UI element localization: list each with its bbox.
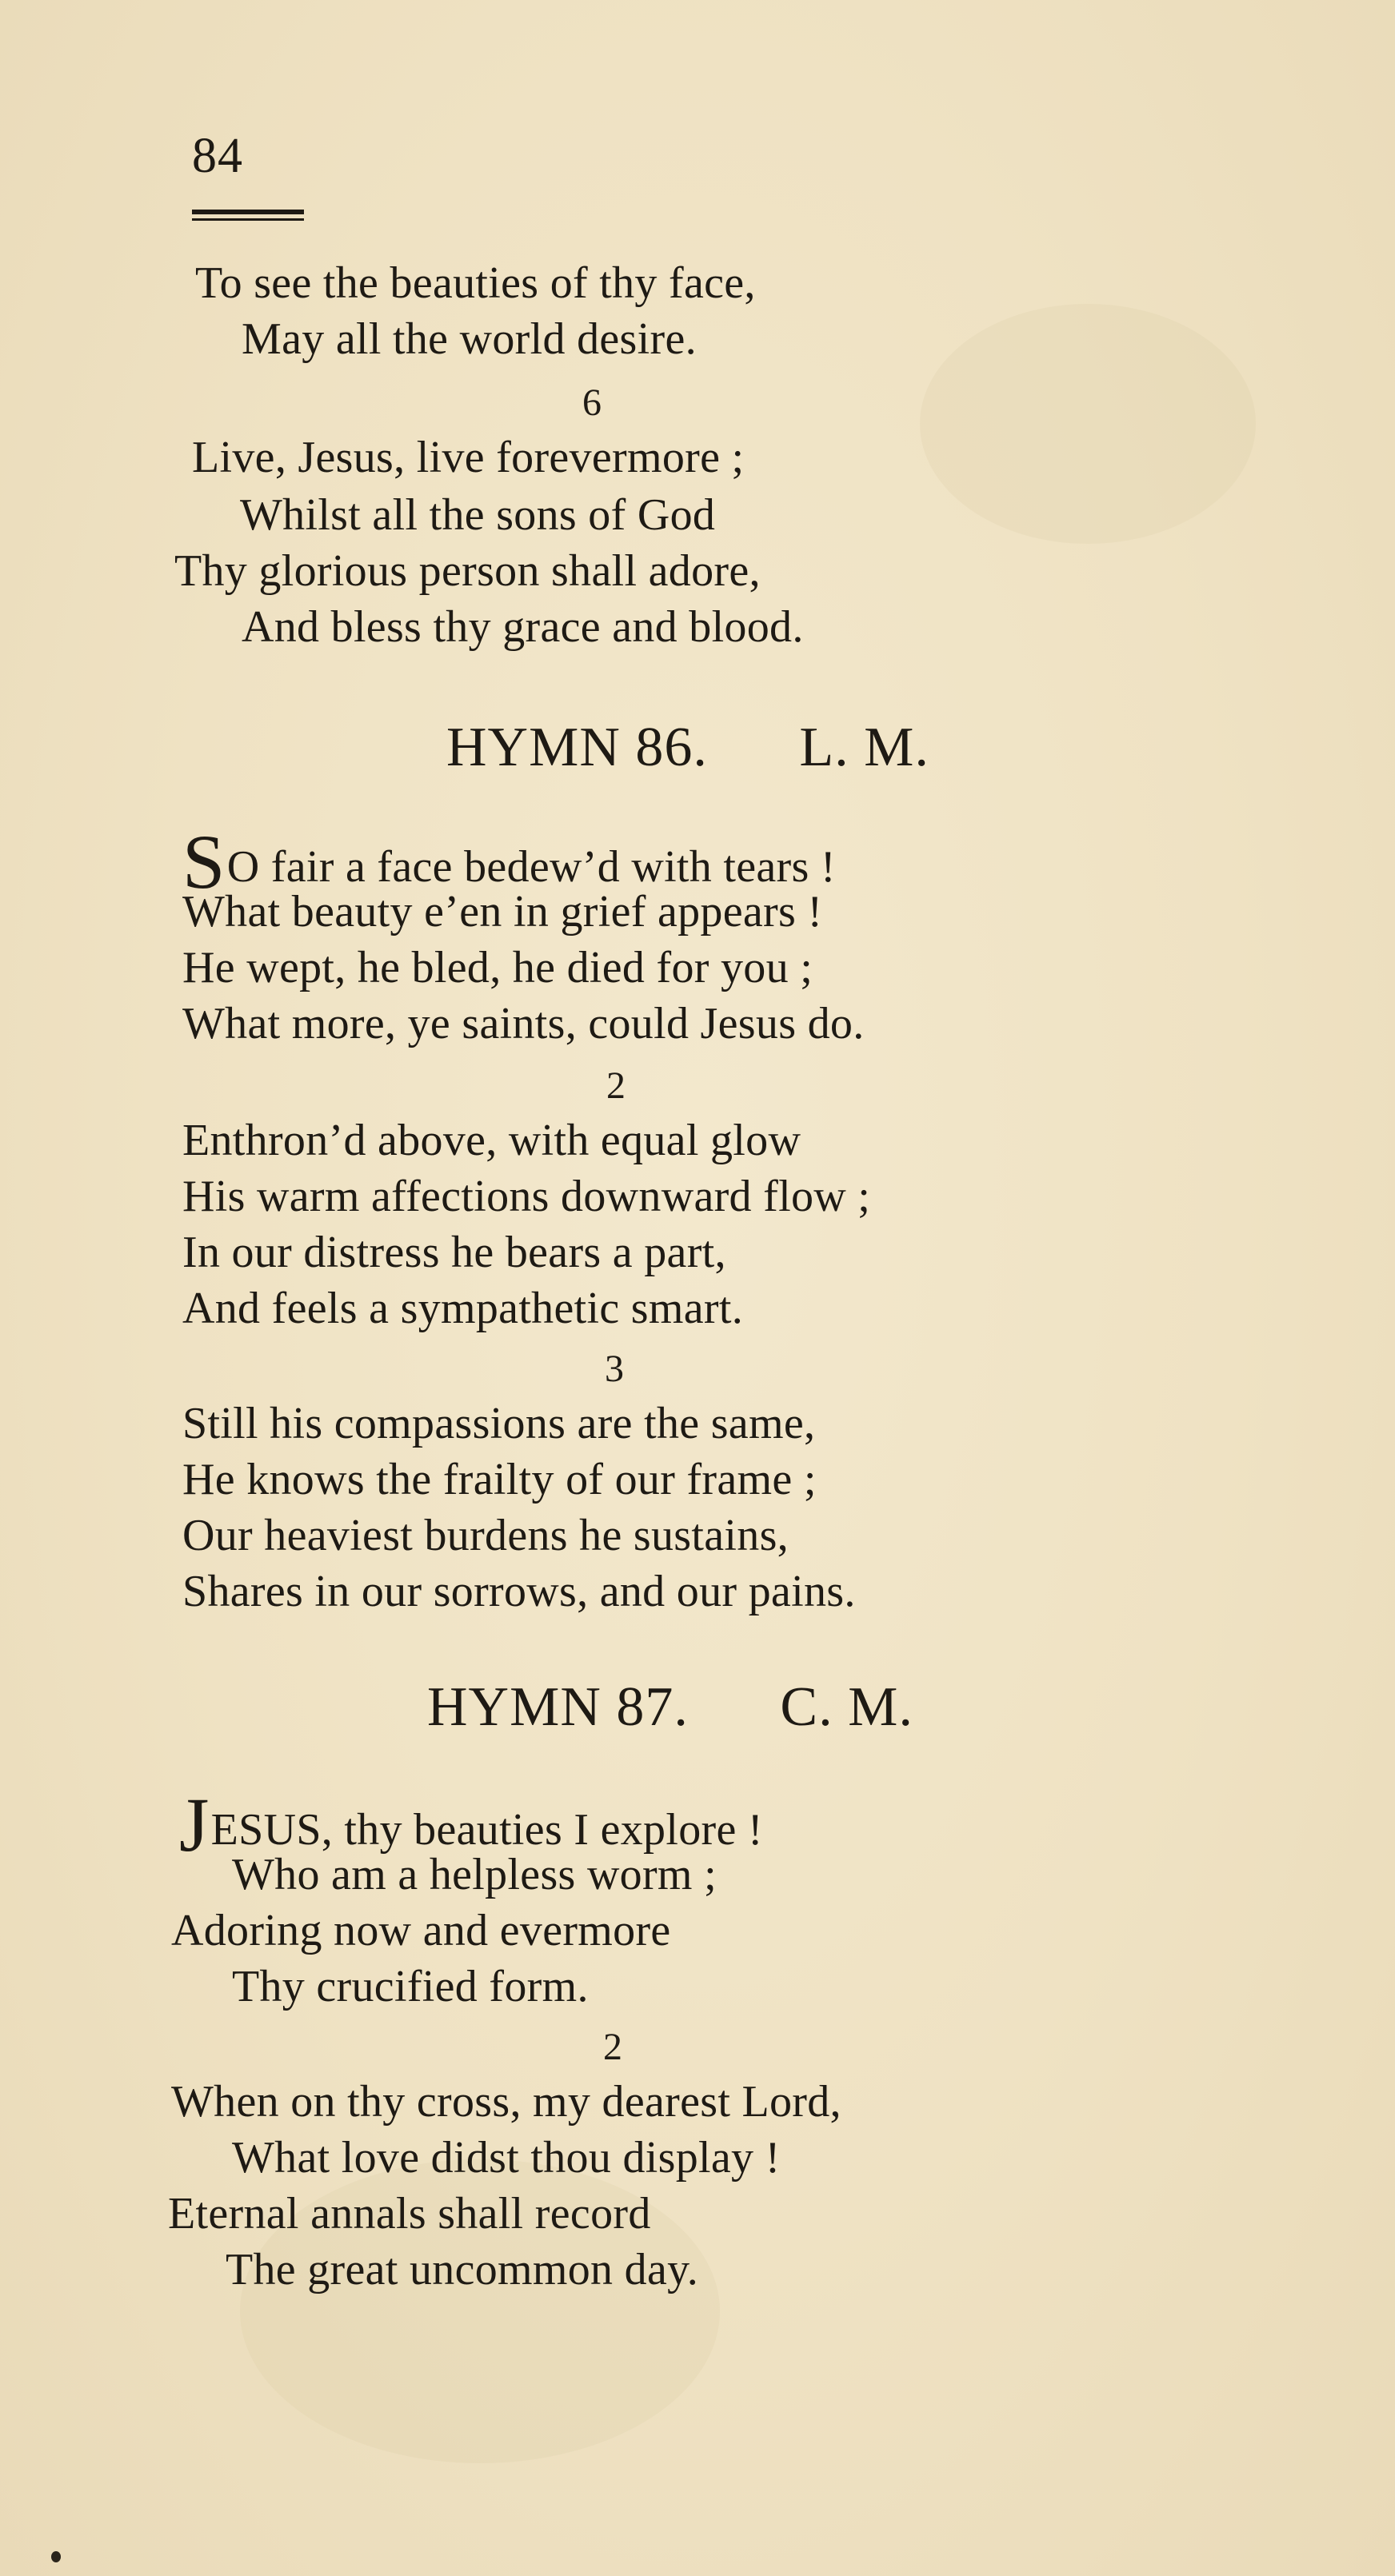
verse-line: What love didst thou display ! (232, 2133, 781, 2183)
verse-line: May all the world desire. (242, 314, 697, 364)
stanza-number: 3 (605, 1348, 624, 1390)
hymn-87-meter: C. M. (780, 1676, 913, 1738)
verse-line: His warm affections downward flow ; (182, 1172, 871, 1221)
verse-line: ESUS, thy beauties I explore ! (210, 1805, 763, 1855)
verse-line: He knows the frailty of our frame ; (182, 1455, 817, 1504)
verse-line: What more, ye saints, could Jesus do. (182, 999, 865, 1048)
verse-line: Whilst all the sons of God (240, 490, 716, 540)
verse-line: The great uncommon day. (226, 2245, 699, 2294)
hymn-86-number: HYMN 86. (446, 717, 708, 778)
verse-line: Thy glorious person shall adore, (174, 546, 761, 596)
verse-line: Shares in our sorrows, and our pains. (182, 1567, 856, 1616)
verse-line: When on thy cross, my dearest Lord, (171, 2077, 841, 2127)
hymn-86-title (446, 717, 929, 778)
ink-speck (51, 2551, 61, 2562)
verse-line: Thy crucified form. (232, 1962, 589, 2011)
verse-line: Our heaviest burdens he sustains, (182, 1511, 789, 1560)
verse-line: Eternal annals shall record (168, 2189, 651, 2239)
hymn-86-meter: L. M. (799, 717, 929, 778)
verse-line: And feels a sympathetic smart. (182, 1284, 744, 1333)
verse-line: And bless thy grace and blood. (242, 602, 804, 652)
verse-line: Enthron’d above, with equal glow (182, 1116, 801, 1165)
drop-cap: S (182, 819, 226, 905)
verse-line: He wept, he bled, he died for you ; (182, 943, 813, 992)
hymn-86-first-line (182, 819, 836, 905)
hymn-87-first-line (179, 1782, 763, 1867)
stanza-number: 6 (582, 381, 602, 424)
page-number: 84 (192, 129, 243, 183)
verse-line: What beauty e’en in grief appears ! (182, 887, 823, 937)
verse-line: Who am a helpless worm ; (232, 1850, 717, 1899)
verse-line: Adoring now and evermore (171, 1906, 671, 1955)
verse-line: O fair a face bedew’d with tears ! (226, 842, 836, 892)
verse-line: Still his compassions are the same, (182, 1399, 816, 1448)
verse-line: In our distress he bears a part, (182, 1228, 726, 1277)
stanza-number: 2 (606, 1064, 626, 1107)
verse-line: Live, Jesus, live forevermore ; (192, 433, 745, 482)
hymn-87-number: HYMN 87. (427, 1676, 689, 1738)
paper-stain (920, 304, 1256, 544)
drop-cap: J (179, 1782, 210, 1867)
stanza-number: 2 (603, 2026, 622, 2068)
header-rule (192, 210, 304, 221)
hymn-87-title (427, 1676, 913, 1738)
verse-line: To see the beauties of thy face, (195, 258, 756, 308)
